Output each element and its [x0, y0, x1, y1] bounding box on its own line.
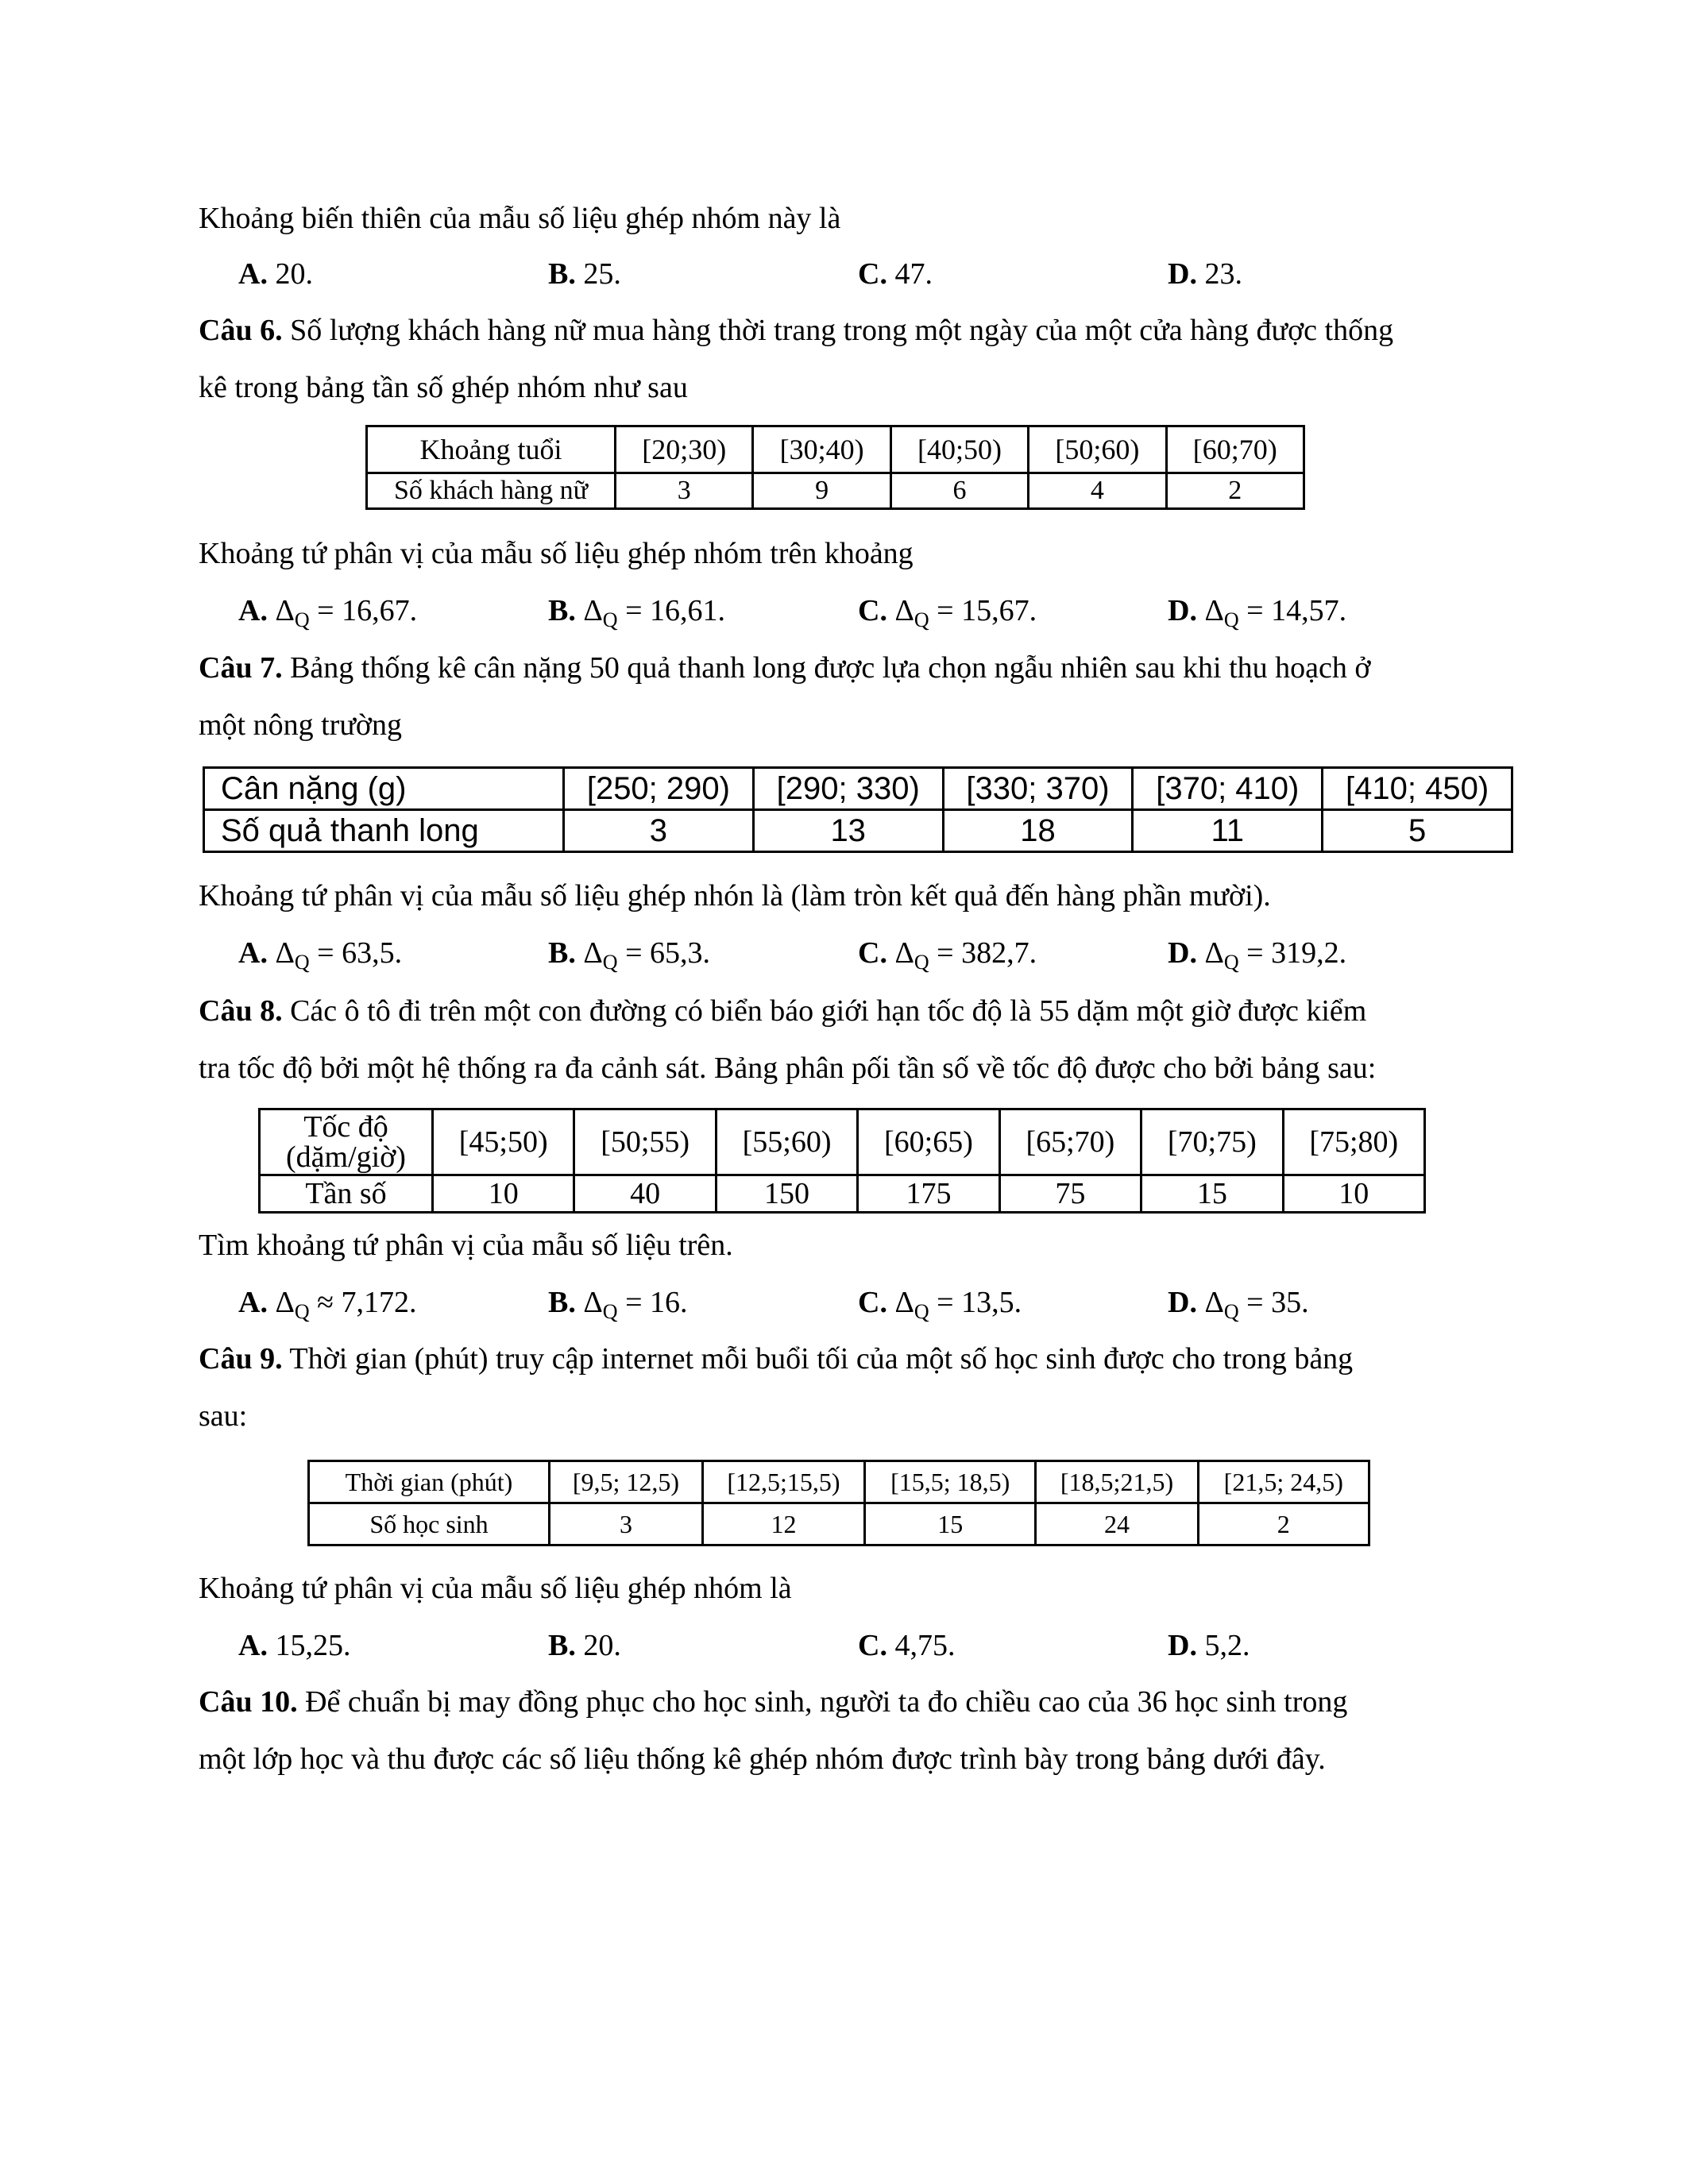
- q8-prompt: Tìm khoảng tứ phân vị của mẫu số liệu trên.: [199, 1229, 733, 1262]
- q7-row1-label: Cân nặng (g): [204, 768, 564, 810]
- text-fragment: Δ: [1196, 1286, 1224, 1319]
- text-fragment: Q: [1223, 951, 1239, 974]
- q5-answer-c[interactable]: [858, 256, 933, 292]
- q7-table: [203, 766, 1513, 853]
- q6-interval: [30;40): [753, 426, 890, 473]
- text-fragment: A.: [238, 1629, 268, 1662]
- q7-count: 11: [1133, 810, 1323, 852]
- text-fragment: Q: [914, 608, 929, 631]
- q9-answer-c[interactable]: [858, 1627, 955, 1664]
- q7-text-line2: một nông trường: [199, 708, 403, 742]
- q8-text-line2: tra tốc độ bởi một hệ thống ra đa cảnh sát. Bảng phân pối tần số về tốc độ được cho bởi bảng sau:: [199, 1051, 1377, 1085]
- text-fragment: Δ: [575, 1286, 603, 1319]
- text-fragment: Δ: [886, 936, 914, 970]
- q6-table: [365, 425, 1305, 510]
- q9-interval: [18,5;21,5): [1036, 1461, 1198, 1503]
- q9-table: [307, 1460, 1370, 1546]
- text-fragment: B.: [548, 1629, 576, 1662]
- q6-answer-a[interactable]: [238, 592, 417, 639]
- text-fragment: Để chuẩn bị may đồng phục cho học sinh, người ta đo chiều cao của 36 học sinh trong: [297, 1685, 1348, 1719]
- q6-answer-b[interactable]: [548, 592, 725, 639]
- text-fragment: 47.: [886, 257, 933, 291]
- q9-count: 12: [702, 1503, 864, 1545]
- text-fragment: Q: [602, 1300, 618, 1323]
- text-fragment: 20.: [267, 257, 313, 291]
- text-fragment: 23.: [1196, 257, 1242, 291]
- q8-interval: [55;60): [716, 1109, 857, 1175]
- q7-interval: [290; 330): [753, 768, 943, 810]
- text-fragment: Câu 9.: [199, 1342, 283, 1376]
- q5-answer-b[interactable]: [548, 256, 621, 292]
- text-fragment: C.: [858, 257, 887, 291]
- text-fragment: D.: [1168, 936, 1197, 970]
- q5-prompt: Khoảng biến thiên của mẫu số liệu ghép nhóm này là: [199, 202, 841, 235]
- q9-answer-d[interactable]: [1168, 1627, 1250, 1664]
- q9-interval: [15,5; 18,5): [865, 1461, 1036, 1503]
- q9-count: 2: [1198, 1503, 1369, 1545]
- text-fragment: Δ: [267, 594, 295, 627]
- q6-count: 9: [753, 473, 890, 509]
- q9-count: 3: [550, 1503, 703, 1545]
- text-fragment: Δ: [886, 594, 914, 627]
- q6-count: 3: [616, 473, 753, 509]
- text-fragment: 25.: [575, 257, 621, 291]
- q8-count: 150: [716, 1175, 857, 1213]
- text-fragment: = 16,61.: [617, 594, 726, 627]
- q8-interval: [70;75): [1141, 1109, 1283, 1175]
- text-fragment: 20.: [575, 1629, 621, 1662]
- text-fragment: B.: [548, 1286, 576, 1319]
- q8-answer-b[interactable]: [548, 1284, 688, 1330]
- text-fragment: Q: [602, 951, 618, 974]
- q8-interval: [75;80): [1283, 1109, 1424, 1175]
- q6-count: 2: [1166, 473, 1304, 509]
- q8-interval: [50;55): [574, 1109, 716, 1175]
- text-fragment: Δ: [575, 936, 603, 970]
- q7-answer-c[interactable]: [858, 935, 1037, 981]
- q8-interval: [45;50): [433, 1109, 574, 1175]
- q7-count: 13: [753, 810, 943, 852]
- q7-answer-b[interactable]: [548, 935, 710, 981]
- text-fragment: Q: [294, 608, 310, 631]
- q8-count: 10: [433, 1175, 574, 1213]
- text-fragment: = 15,67.: [929, 594, 1037, 627]
- q9-row2-label: Số học sinh: [309, 1503, 550, 1545]
- q9-prompt: Khoảng tứ phân vị của mẫu số liệu ghép nhóm là: [199, 1572, 792, 1605]
- text-fragment: Bảng thống kê cân nặng 50 quả thanh long được lựa chọn ngẫu nhiên sau khi thu hoạch ở: [282, 651, 1371, 685]
- q9-text-line1: [199, 1341, 1353, 1377]
- text-fragment: A.: [238, 257, 268, 291]
- q8-count: 15: [1141, 1175, 1283, 1213]
- q8-row2-label: Tần số: [260, 1175, 433, 1213]
- q7-interval: [250; 290): [564, 768, 754, 810]
- q8-interval: [60;65): [858, 1109, 999, 1175]
- q7-count: 3: [564, 810, 754, 852]
- q7-answer-a[interactable]: [238, 935, 402, 981]
- q8-interval: [65;70): [999, 1109, 1141, 1175]
- text-fragment: Q: [914, 1300, 929, 1323]
- text-fragment: Δ: [886, 1286, 914, 1319]
- q8-count: 75: [999, 1175, 1141, 1213]
- text-fragment: 5,2.: [1196, 1629, 1250, 1662]
- text-fragment: Q: [1223, 608, 1239, 631]
- text-fragment: Δ: [1196, 594, 1224, 627]
- q6-answer-c[interactable]: [858, 592, 1037, 639]
- text-fragment: Δ: [267, 936, 295, 970]
- text-fragment: = 382,7.: [929, 936, 1037, 970]
- q6-row2-label: Số khách hàng nữ: [367, 473, 616, 509]
- text-fragment: Q: [294, 951, 310, 974]
- q8-count: 175: [858, 1175, 999, 1213]
- text-fragment: Q: [914, 951, 929, 974]
- q6-text-line1: [199, 312, 1393, 349]
- text-fragment: Thời gian (phút) truy cập internet mỗi buổi tối của một số học sinh được cho trong bảng: [282, 1342, 1354, 1376]
- text-fragment: Số lượng khách hàng nữ mua hàng thời trang trong một ngày của một cửa hàng được thống: [282, 314, 1394, 347]
- text-fragment: C.: [858, 1286, 887, 1319]
- text-fragment: 15,25.: [267, 1629, 351, 1662]
- text-fragment: Câu 7.: [199, 651, 283, 685]
- q6-prompt: Khoảng tứ phân vị của mẫu số liệu ghép nhóm trên khoảng: [199, 537, 914, 570]
- q7-interval: [330; 370): [943, 768, 1133, 810]
- q7-prompt: Khoảng tứ phân vị của mẫu số liệu ghép nhón là (làm tròn kết quả đến hàng phần mười).: [199, 879, 1271, 913]
- q7-answer-d[interactable]: [1168, 935, 1346, 981]
- q7-interval: [410; 450): [1323, 768, 1512, 810]
- q9-interval: [12,5;15,5): [702, 1461, 864, 1503]
- q6-interval: [60;70): [1166, 426, 1304, 473]
- text-fragment: A.: [238, 1286, 268, 1319]
- q6-answer-d[interactable]: [1168, 592, 1346, 639]
- q10-text-line2: một lớp học và thu được các số liệu thống kê ghép nhóm được trình bày trong bảng dưới đây.: [199, 1742, 1326, 1776]
- text-fragment: Δ: [267, 1286, 295, 1319]
- text-fragment: B.: [548, 594, 576, 627]
- q6-row1-label: Khoảng tuổi: [367, 426, 616, 473]
- text-fragment: = 319,2.: [1238, 936, 1347, 970]
- text-fragment: Các ô tô đi trên một con đường có biển báo giới hạn tốc độ là 55 dặm một giờ được kiểm: [282, 994, 1367, 1028]
- q6-count: 6: [890, 473, 1028, 509]
- q7-interval: [370; 410): [1133, 768, 1323, 810]
- q9-interval: [21,5; 24,5): [1198, 1461, 1369, 1503]
- q9-answer-b[interactable]: [548, 1627, 621, 1664]
- text-fragment: Q: [294, 1300, 310, 1323]
- text-fragment: = 63,5.: [309, 936, 403, 970]
- text-fragment: Q: [602, 608, 618, 631]
- text-fragment: D.: [1168, 257, 1197, 291]
- text-fragment: ≈ 7,172.: [309, 1286, 417, 1319]
- text-fragment: Câu 6.: [199, 314, 283, 347]
- q7-count: 5: [1323, 810, 1512, 852]
- text-fragment: C.: [858, 594, 887, 627]
- q6-text-line2: kê trong bảng tần số ghép nhóm như sau: [199, 371, 688, 404]
- q9-row1-label: Thời gian (phút): [309, 1461, 550, 1503]
- text-fragment: = 16.: [617, 1286, 688, 1319]
- q7-text-line1: [199, 650, 1371, 686]
- text-fragment: A.: [238, 594, 268, 627]
- q8-count: 40: [574, 1175, 716, 1213]
- q6-interval: [50;60): [1029, 426, 1166, 473]
- text-fragment: A.: [238, 936, 268, 970]
- text-fragment: Δ: [575, 594, 603, 627]
- q7-count: 18: [943, 810, 1133, 852]
- text-fragment: Câu 8.: [199, 994, 283, 1028]
- q8-answer-a[interactable]: [238, 1284, 417, 1330]
- text-fragment: B.: [548, 257, 576, 291]
- q5-answer-d[interactable]: [1168, 256, 1242, 292]
- text-fragment: B.: [548, 936, 576, 970]
- q8-text-line1: [199, 993, 1366, 1029]
- text-fragment: = 35.: [1238, 1286, 1309, 1319]
- text-fragment: = 65,3.: [617, 936, 711, 970]
- q5-answer-a[interactable]: [238, 256, 313, 292]
- q8-answer-c[interactable]: [858, 1284, 1022, 1330]
- q9-answer-a[interactable]: [238, 1627, 350, 1664]
- text-fragment: = 16,67.: [309, 594, 418, 627]
- text-fragment: Q: [1223, 1300, 1239, 1323]
- q8-row1-label: Tốc độ (dặm/giờ): [260, 1109, 433, 1175]
- q8-answer-d[interactable]: [1168, 1284, 1309, 1330]
- text-fragment: Δ: [1196, 936, 1224, 970]
- q9-count: 24: [1036, 1503, 1198, 1545]
- q8-table: [258, 1108, 1426, 1214]
- text-fragment: C.: [858, 936, 887, 970]
- text-fragment: C.: [858, 1629, 887, 1662]
- q10-text-line1: [199, 1684, 1347, 1720]
- q9-count: 15: [865, 1503, 1036, 1545]
- q6-interval: [40;50): [890, 426, 1028, 473]
- text-fragment: D.: [1168, 594, 1197, 627]
- q8-count: 10: [1283, 1175, 1424, 1213]
- q9-interval: [9,5; 12,5): [550, 1461, 703, 1503]
- text-fragment: D.: [1168, 1629, 1197, 1662]
- text-fragment: = 14,57.: [1238, 594, 1347, 627]
- q6-count: 4: [1029, 473, 1166, 509]
- q7-row2-label: Số quả thanh long: [204, 810, 564, 852]
- text-fragment: Câu 10.: [199, 1685, 298, 1719]
- text-fragment: = 13,5.: [929, 1286, 1022, 1319]
- q6-interval: [20;30): [616, 426, 753, 473]
- q9-text-line2: sau:: [199, 1399, 248, 1433]
- text-fragment: 4,75.: [886, 1629, 956, 1662]
- text-fragment: D.: [1168, 1286, 1197, 1319]
